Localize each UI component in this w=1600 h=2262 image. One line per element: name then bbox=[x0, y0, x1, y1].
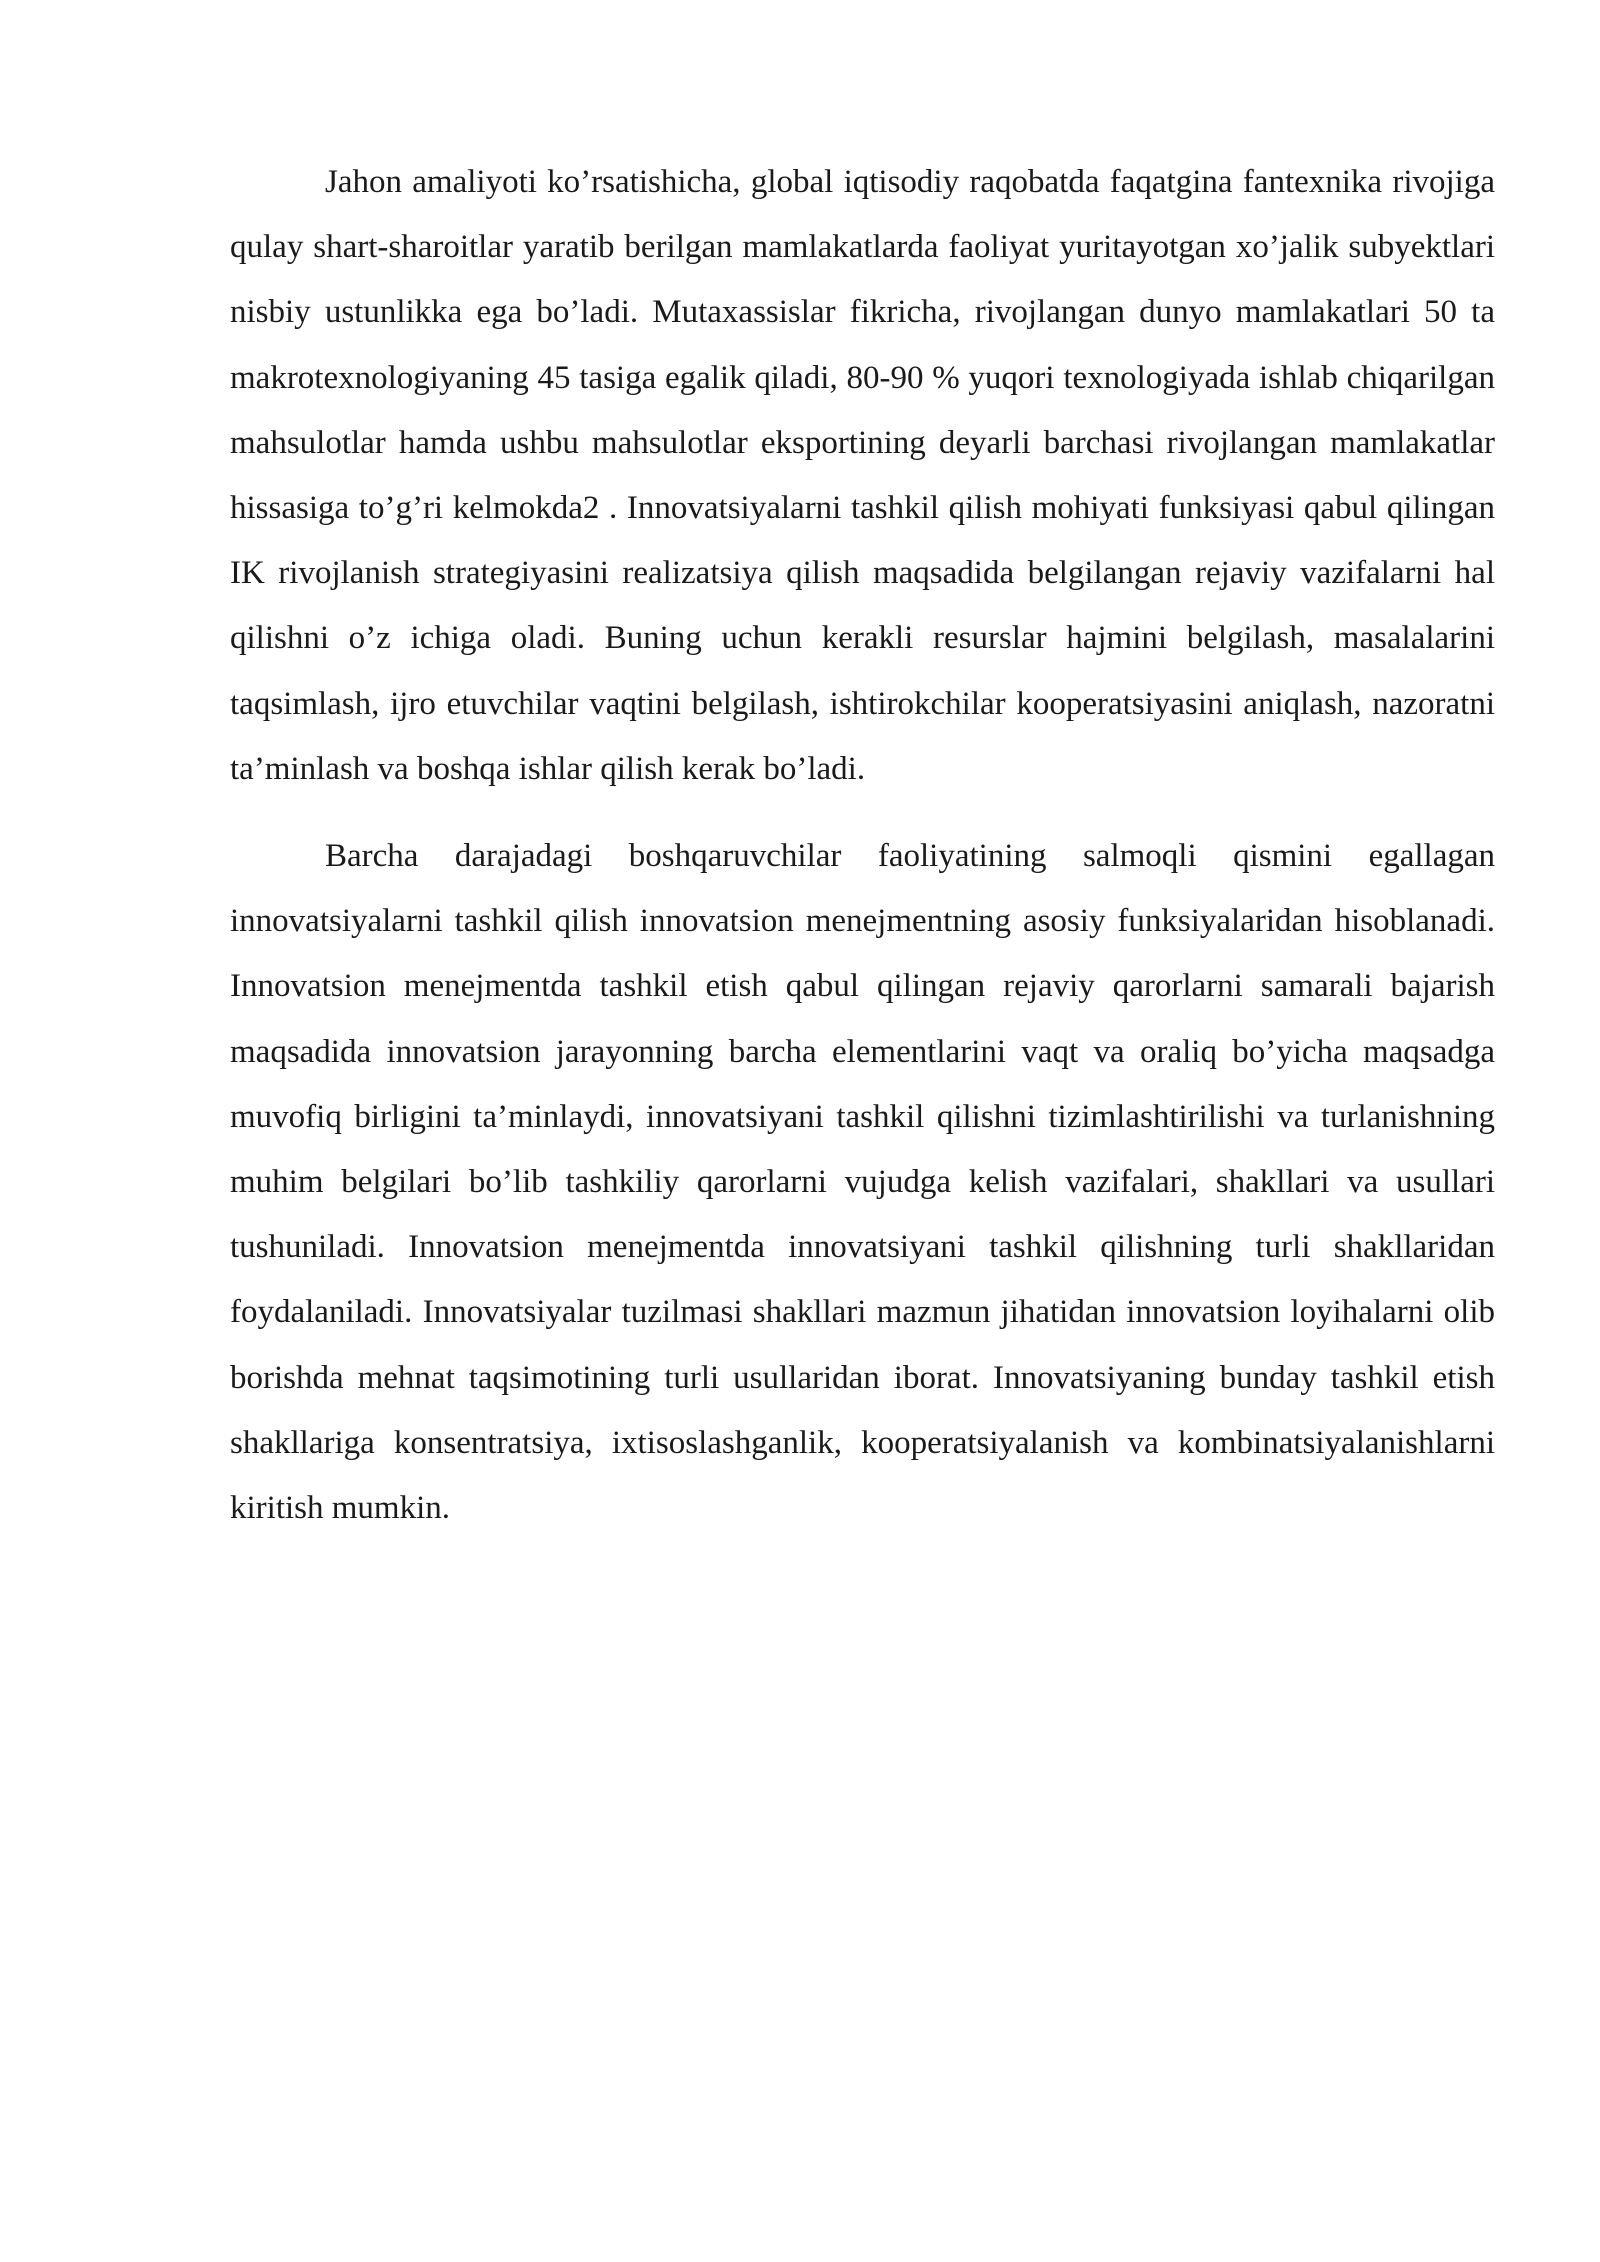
paragraph-2: Barcha darajadagi boshqaruvchilar faoliyatining salmoqli qismini egallagan innovatsiyalarni tashkil qilish innovatsion menejmentning asosiy funksiyalaridan hisoblanadi. Innovatsion menejmentda tashkil etish qabul qilingan rejaviy qarorlarni samarali bajarish maqsadida innovatsion jarayonning barcha elementlarini vaqt va oraliq bo’yicha maqsadga muvofiq birligini ta’minlaydi, innovatsiyani tashkil qilishni tizimlashtirilishi va turlanishning muhim belgilari bo’lib tashkiliy qarorlarni vujudga kelish vazifalari, shakllari va usullari tushuniladi. Innovatsion menejmentda innovatsiyani tashkil qilishning turli shakllaridan foydalaniladi. Innovatsiyalar tuzilmasi shakllari mazmun jihatidan innovatsion loyihalarni olib borishda mehnat taqsimotining turli usullaridan iborat. Innovatsiyaning bunday tashkil etish shakllariga konsentratsiya, ixtisoslashganlik, kooperatsiyalanish va kombinatsiyalanishlarni kiritish mumkin. bbox=[230, 838, 1495, 1527]
document-body bbox=[230, 150, 1495, 1541]
paragraph-1: Jahon amaliyoti ko’rsatishicha, global iqtisodiy raqobatda faqatgina fantexnika rivojiga qulay shart-sharoitlar yaratib berilgan mamlakatlarda faoliyat yuritayotgan xo’jalik subyektlari nisbiy ustunlikka ega bo’ladi. Mutaxassislar fikricha, rivojlangan dunyo mamlakatlari 50 ta makrotexnologiyaning 45 tasiga egalik qiladi, 80-90 % yuqori texnologiyada ishlab chiqarilgan mahsulotlar hamda ushbu mahsulotlar eksportining deyarli barchasi rivojlangan mamlakatlar hissasiga to’g’ri kelmokda2 . Innovatsiyalarni tashkil qilish mohiyati funksiyasi qabul qilingan IK rivojlanish strategiyasini realizatsiya qilish maqsadida belgilangan rejaviy vazifalarni hal qilishni o’z ichiga oladi. Buning uchun kerakli resurslar hajmini belgilash, masalalarini taqsimlash, ijro etuvchilar vaqtini belgilash, ishtirokchilar kooperatsiyasini aniqlash, nazoratni ta’minlash va boshqa ishlar qilish kerak bo’ladi. bbox=[230, 164, 1495, 787]
